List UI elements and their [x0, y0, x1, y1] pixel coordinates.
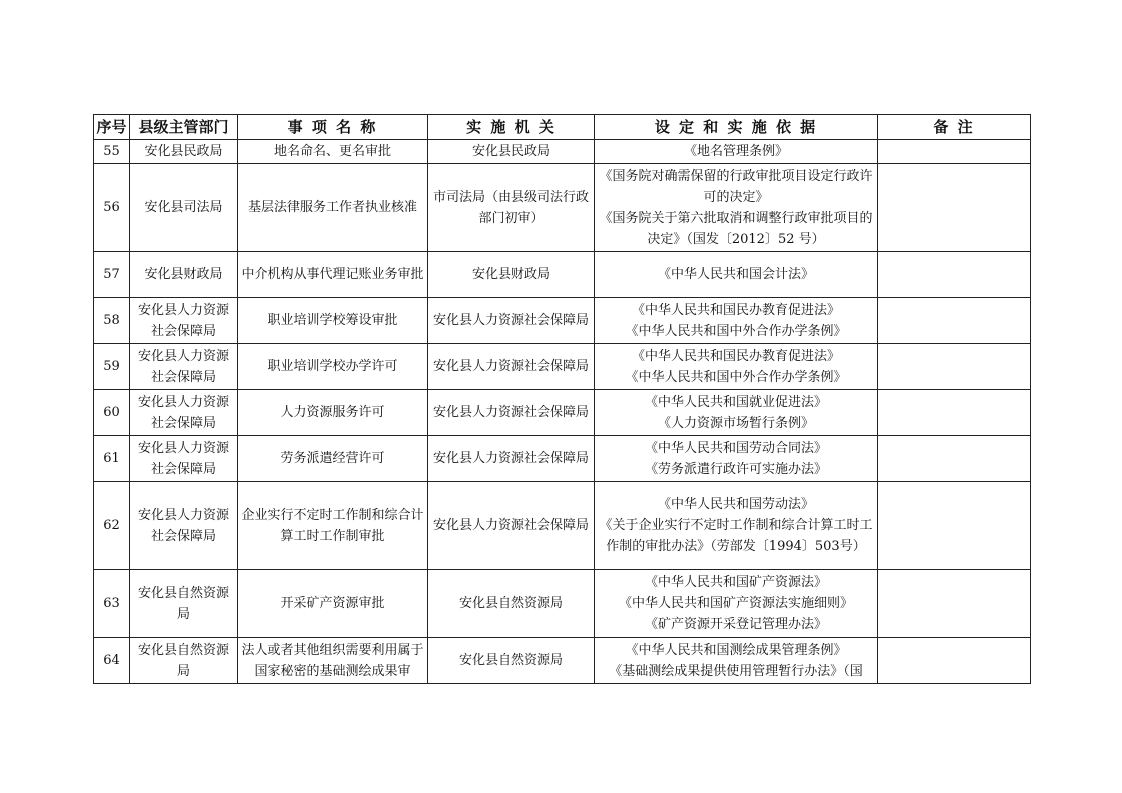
cell-agency: 市司法局（由县级司法行政部门初审） — [428, 164, 595, 252]
table-row — [94, 344, 1031, 390]
basis-line: 《中华人民共和国中外合作办学条例》 — [625, 369, 847, 385]
cell-dept: 安化县人力资源社会保障局 — [130, 436, 238, 482]
header-item: 事 项 名 称 — [238, 115, 428, 140]
cell-basis — [595, 390, 878, 436]
basis-line: 《人力资源市场暂行条例》 — [657, 415, 814, 431]
cell-notes — [878, 570, 1031, 638]
cell-dept: 安化县人力资源社会保障局 — [130, 344, 238, 390]
basis-line: 《中华人民共和国矿产资源法》 — [644, 575, 827, 590]
cell-notes — [878, 482, 1031, 570]
table-row — [94, 140, 1031, 164]
cell-dept: 安化县自然资源局 — [130, 638, 238, 684]
cell-dept: 安化县自然资源局 — [130, 570, 238, 638]
cell-seq: 63 — [94, 570, 130, 638]
cell-basis — [595, 344, 878, 390]
cell-basis — [595, 298, 878, 344]
cell-basis — [595, 638, 878, 684]
cell-agency: 安化县财政局 — [428, 252, 595, 298]
basis-line: 《中华人民共和国民办教育促进法》 — [631, 348, 840, 364]
basis-line: 《关于企业实行不定时工作制和综合计算工时工作制的审批办法》（劳部发〔1994〕503号） — [599, 518, 873, 554]
cell-item: 职业培训学校办学许可 — [238, 344, 428, 390]
cell-agency: 安化县人力资源社会保障局 — [428, 482, 595, 570]
cell-item: 法人或者其他组织需要利用属于国家秘密的基础测绘成果审 — [238, 638, 428, 684]
basis-line: 《劳务派遣行政许可实施办法》 — [644, 461, 827, 477]
cell-dept: 安化县司法局 — [130, 164, 238, 252]
cell-notes — [878, 436, 1031, 482]
cell-dept: 安化县人力资源社会保障局 — [130, 390, 238, 436]
basis-line: 《基础测绘成果提供使用管理暂行办法》（国 — [609, 663, 863, 679]
cell-seq: 62 — [94, 482, 130, 570]
cell-notes — [878, 390, 1031, 436]
cell-item: 企业实行不定时工作制和综合计算工时工作制审批 — [238, 482, 428, 570]
basis-line: 《国务院对确需保留的行政审批项目设定行政许可的决定》 — [599, 168, 873, 205]
cell-basis — [595, 436, 878, 482]
cell-dept: 安化县财政局 — [130, 252, 238, 298]
cell-dept: 安化县民政局 — [130, 140, 238, 164]
cell-item: 劳务派遣经营许可 — [238, 436, 428, 482]
table-row — [94, 298, 1031, 344]
permit-table — [93, 114, 1031, 684]
cell-dept: 安化县人力资源社会保障局 — [130, 298, 238, 344]
cell-agency: 安化县人力资源社会保障局 — [428, 298, 595, 344]
basis-line: 《中华人民共和国劳动法》 — [657, 497, 814, 512]
cell-notes — [878, 140, 1031, 164]
table-row — [94, 638, 1031, 684]
header-basis: 设 定 和 实 施 依 据 — [595, 115, 878, 140]
basis-line: 《中华人民共和国劳动合同法》 — [644, 440, 827, 456]
cell-basis — [595, 570, 878, 638]
basis-line: 《国务院关于第六批取消和调整行政审批项目的决定》（国发〔2012〕52 号） — [599, 210, 873, 247]
cell-seq: 58 — [94, 298, 130, 344]
basis-line: 《地名管理条例》 — [683, 144, 788, 159]
cell-item: 基层法律服务工作者执业核准 — [238, 164, 428, 252]
table-row — [94, 252, 1031, 298]
cell-notes — [878, 252, 1031, 298]
basis-line: 《中华人民共和国民办教育促进法》 — [631, 302, 840, 318]
cell-basis — [595, 252, 878, 298]
cell-seq: 61 — [94, 436, 130, 482]
basis-line: 《中华人民共和国会计法》 — [657, 267, 814, 282]
cell-basis — [595, 140, 878, 164]
cell-seq: 59 — [94, 344, 130, 390]
basis-line: 《矿产资源开采登记管理办法》 — [644, 617, 827, 632]
cell-notes — [878, 344, 1031, 390]
cell-seq: 60 — [94, 390, 130, 436]
basis-line: 《中华人民共和国测绘成果管理条例》 — [625, 642, 847, 658]
cell-agency: 安化县自然资源局 — [428, 570, 595, 638]
cell-agency: 安化县民政局 — [428, 140, 595, 164]
cell-seq: 55 — [94, 140, 130, 164]
cell-item: 人力资源服务许可 — [238, 390, 428, 436]
cell-notes — [878, 164, 1031, 252]
table-row — [94, 570, 1031, 638]
table-row — [94, 436, 1031, 482]
cell-seq: 57 — [94, 252, 130, 298]
cell-seq: 64 — [94, 638, 130, 684]
basis-line: 《中华人民共和国就业促进法》 — [644, 394, 827, 410]
cell-item: 中介机构从事代理记账业务审批 — [238, 252, 428, 298]
table-body — [94, 140, 1031, 684]
header-seq: 序号 — [94, 115, 130, 140]
cell-agency: 安化县人力资源社会保障局 — [428, 344, 595, 390]
header-agency: 实 施 机 关 — [428, 115, 595, 140]
basis-line: 《中华人民共和国矿产资源法实施细则》 — [618, 596, 853, 611]
cell-agency: 安化县自然资源局 — [428, 638, 595, 684]
cell-agency: 安化县人力资源社会保障局 — [428, 436, 595, 482]
header-notes: 备 注 — [878, 115, 1031, 140]
cell-item: 地名命名、更名审批 — [238, 140, 428, 164]
table-row — [94, 164, 1031, 252]
cell-notes — [878, 638, 1031, 684]
cell-item: 职业培训学校筹设审批 — [238, 298, 428, 344]
cell-seq: 56 — [94, 164, 130, 252]
basis-line: 《中华人民共和国中外合作办学条例》 — [625, 323, 847, 339]
cell-agency: 安化县人力资源社会保障局 — [428, 390, 595, 436]
cell-notes — [878, 298, 1031, 344]
cell-basis — [595, 482, 878, 570]
table-header — [94, 115, 1031, 140]
table-row — [94, 390, 1031, 436]
cell-item: 开采矿产资源审批 — [238, 570, 428, 638]
cell-dept: 安化县人力资源社会保障局 — [130, 482, 238, 570]
header-dept: 县级主管部门 — [130, 115, 238, 140]
header-row — [94, 115, 1031, 140]
table-row — [94, 482, 1031, 570]
cell-basis — [595, 164, 878, 252]
